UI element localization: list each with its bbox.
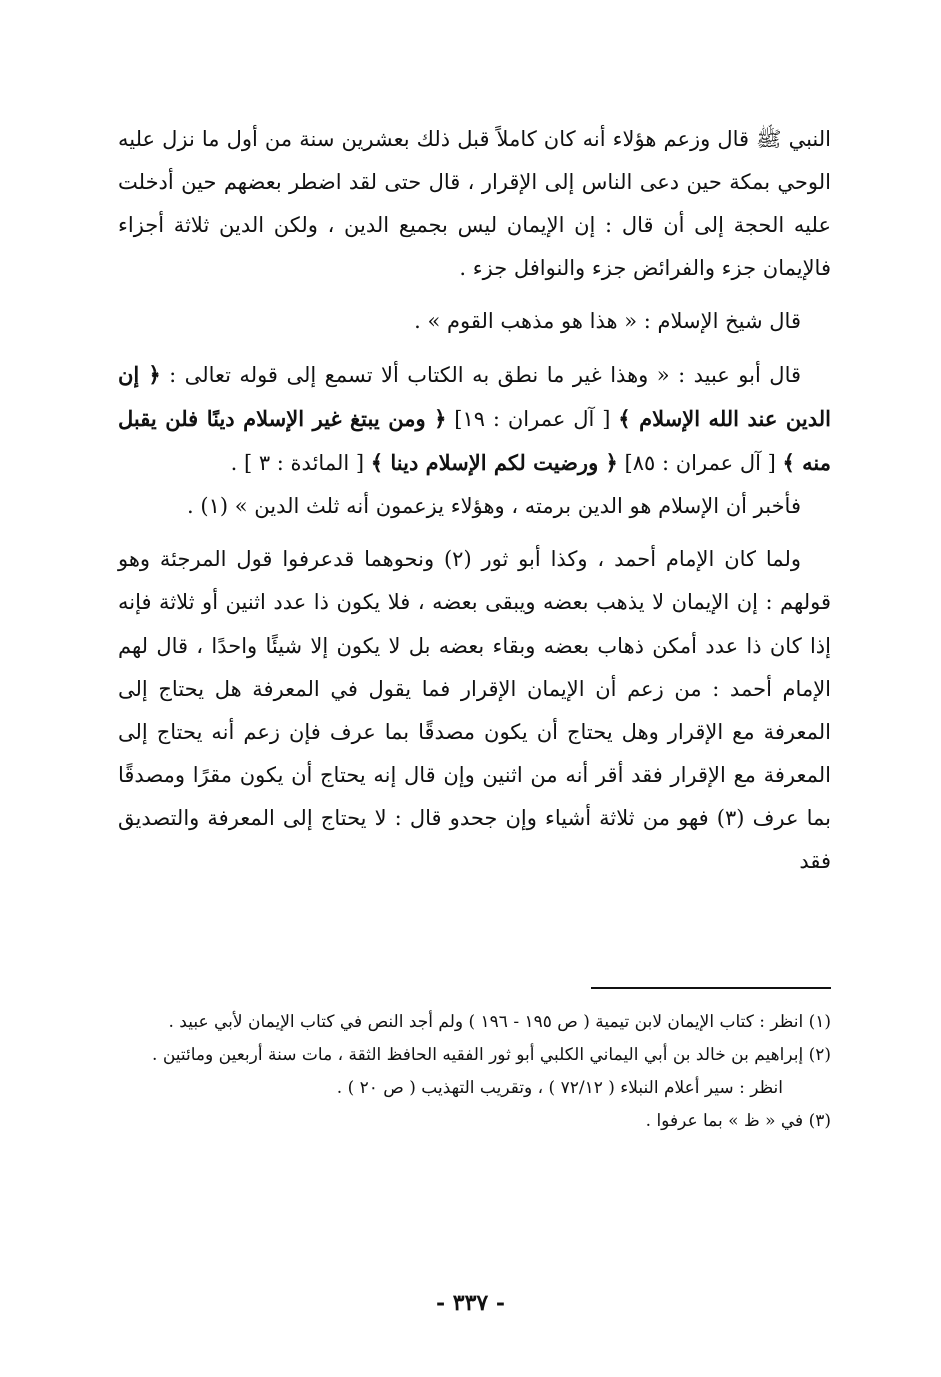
verse-reference-2: [ آل عمران : ٨٥] bbox=[617, 451, 783, 476]
footnotes bbox=[118, 1006, 831, 1139]
paragraph-4: فأخبر أن الإسلام هو الدين برمته ، وهؤلاء يزعمون أنه ثلث الدين » (١) . bbox=[187, 494, 801, 519]
quran-verse-2: ﴿ ومن يبتغ غير الإسلام دينًا فلن يقبل منه ﴾ bbox=[118, 406, 831, 476]
paragraph-3 bbox=[118, 353, 831, 485]
paragraph-2: قال شيخ الإسلام : « هذا هو مذهب القوم » . bbox=[414, 309, 801, 334]
footnote-1: (١) انظر : كتاب الإيمان لابن تيمية ( ص ١٩٥ - ١٩٦ ) ولم أجد النص في كتاب الإيمان لأبي عبيد . bbox=[168, 1012, 831, 1032]
page-number: - ٣٣٧ - bbox=[435, 1290, 506, 1316]
paragraph-3-intro: قال أبو عبيد : « وهذا غير ما نطق به الكتاب ألا تسمع إلى قوله تعالى : bbox=[160, 363, 802, 388]
footnote-separator bbox=[591, 987, 831, 989]
footnote-2-source: انظر : سير أعلام النبلاء ( ٧٢/١٢ ) ، وتقريب التهذيب ( ص ٢٠ ) . bbox=[336, 1078, 783, 1099]
footnote-2: (٢) إبراهيم بن خالد بن أبي اليماني الكلبي أبو ثور الفقيه الحافظ الثقة ، مات سنة أربعين ومائتين . bbox=[152, 1045, 831, 1066]
footnote-3: (٣) في « ظ » بما عرفوا . bbox=[645, 1111, 831, 1132]
paragraph-5: ولما كان الإمام أحمد ، وكذا أبو ثور (٢) ونحوهما قدعرفوا قول المرجئة وهو قولهم : إن الإيمان لا يذهب بعضه ويبقى بعضه ، فلا يكون ذا عدد اثنين أو ثلاثة فإنه إذا كان ذا عدد أمكن ذهاب بعضه وبقاء بعضه بل لا يكون إلا شيئًا واحدًا ، قال لهم الإمام أحمد : من زعم أن الإيمان الإقرار فما يقول في المعرفة هل يحتاج إلى المعرفة مع الإقرار وهل يحتاج أن يكون مصدقًا بما عرف فإن زعم أنه يحتاج إلى المعرفة مع الإقرار فقد أقر أنه من اثنين وإن قال إنه يحتاج أن يكون مقرًا ومصدقًا بما عرف (٣) فهو من ثلاثة أشياء وإن جحدو قال : لا يحتاج إلى المعرفة والتصديق فقد bbox=[118, 547, 831, 873]
main-text bbox=[118, 118, 831, 883]
quran-verse-3: ﴿ ورضيت لكم الإسلام دينا ﴾ bbox=[370, 450, 618, 476]
verse-reference-1: [ آل عمران : ١٩] bbox=[446, 407, 619, 432]
verse-reference-3: [ المائدة : ٣ ] . bbox=[230, 451, 371, 476]
paragraph-1: النبي ﷺ قال وزعم هؤلاء أنه كان كاملاً قبل ذلك بعشرين سنة من أول ما نزل عليه الوحي بمكة حين دعى الناس إلى الإقرار ، قال حتى لقد اضطر بعضهم حين أدخلت عليه الحجة إلى أن قال : إن الإيمان ليس بجميع الدين ، ولكن الدين ثلاثة أجزاء فالإيمان جزء والفرائض جزء والنوافل جزء . bbox=[118, 127, 831, 281]
quran-verse-1: ﴿ إن الدين عند الله الإسلام ﴾ bbox=[118, 362, 831, 432]
